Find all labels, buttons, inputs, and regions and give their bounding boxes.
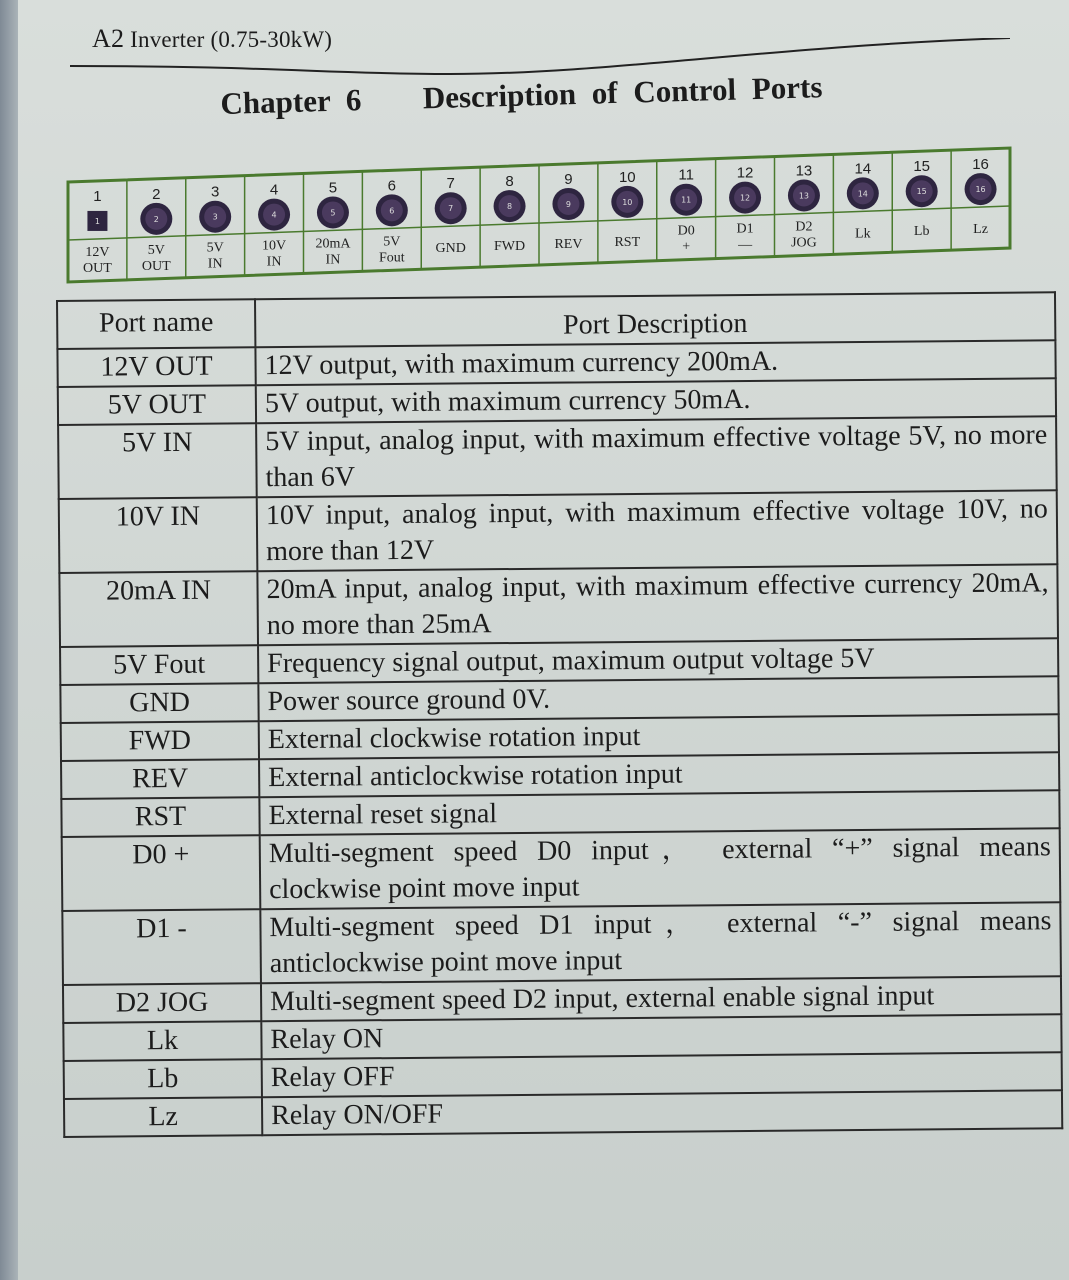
- page-edge: [0, 0, 18, 1280]
- table-row: [62, 902, 1061, 985]
- port-name-cell: GND: [60, 683, 258, 723]
- port-name-cell: REV: [61, 759, 259, 799]
- port-description-cell: Power source ground 0V.: [258, 676, 1058, 721]
- terminal-label: GND: [435, 241, 466, 257]
- port-description-cell: Multi-segment speed D2 input, external enable signal input: [261, 976, 1061, 1021]
- terminal-5: [315, 179, 351, 267]
- terminal-block-svg: [60, 140, 1020, 290]
- terminal-16: [965, 156, 997, 237]
- terminal-11: [670, 167, 702, 255]
- terminal-14: [847, 160, 879, 241]
- port-name-cell: D1 -: [62, 909, 261, 985]
- port-name-cell: 5V Fout: [60, 645, 258, 685]
- table-row: [58, 416, 1057, 499]
- terminal-label: Lb: [913, 224, 930, 240]
- terminal-number: 16: [972, 156, 989, 174]
- terminal-number: 15: [913, 158, 931, 176]
- terminal-1: [83, 188, 112, 276]
- terminal-7: [435, 175, 467, 256]
- port-description-cell: External reset signal: [259, 790, 1059, 835]
- terminal-label: Fout: [378, 250, 405, 266]
- terminal-number: 13: [795, 162, 813, 180]
- terminal-label: IN: [207, 256, 223, 272]
- terminal-12: [729, 165, 761, 253]
- port-name-cell: RST: [61, 797, 259, 837]
- port-description-cell: 20mA input, analog input, with maximum effective currency 20mA, no more than 25mA: [257, 564, 1058, 645]
- chapter-title: Description of Control Ports: [422, 69, 823, 116]
- terminal-label: 12V: [85, 244, 110, 260]
- terminal-pin-number: 4: [271, 210, 277, 220]
- terminal-number: 3: [211, 183, 220, 201]
- terminal-label: FWD: [494, 239, 526, 255]
- port-table: [56, 291, 1063, 1138]
- terminal-pin-number: 10: [622, 197, 633, 207]
- terminal-label: Lz: [973, 222, 988, 238]
- terminal-15: [906, 158, 938, 239]
- terminal-number: 6: [387, 177, 396, 195]
- port-description-cell: External clockwise rotation input: [259, 714, 1059, 759]
- terminal-4: [258, 182, 290, 270]
- terminal-label: 5V: [383, 234, 401, 250]
- terminal-pin-number: 5: [330, 208, 336, 218]
- table-header-row: [57, 292, 1055, 349]
- port-name-cell: Lz: [64, 1097, 262, 1137]
- terminal-pin-number: 11: [681, 195, 692, 205]
- terminal-label: JOG: [791, 235, 817, 251]
- terminal-number: 14: [854, 160, 872, 178]
- port-table-wrap: [56, 291, 1069, 1270]
- port-description-cell: External anticlockwise rotation input: [259, 752, 1059, 797]
- terminal-number: 8: [505, 173, 514, 191]
- terminal-number: 4: [269, 181, 279, 199]
- port-description-cell: Relay ON/OFF: [262, 1090, 1062, 1135]
- terminal-6: [376, 177, 408, 265]
- port-name-cell: D2 JOG: [63, 983, 261, 1023]
- header-port-name: Port name: [57, 299, 255, 349]
- table-row: [59, 490, 1058, 573]
- terminal-number: 12: [736, 164, 754, 182]
- terminal-label: OUT: [141, 258, 171, 274]
- terminal-label: 10V: [262, 238, 287, 254]
- table-row: [59, 564, 1058, 647]
- table-body: [57, 340, 1062, 1137]
- terminal-9: [552, 171, 584, 252]
- port-name-cell: 5V IN: [58, 423, 257, 499]
- header-rule: [70, 38, 1010, 78]
- terminal-label: 5V: [147, 242, 165, 258]
- port-description-cell: Relay OFF: [262, 1052, 1062, 1097]
- header-port-description: Port Description: [255, 292, 1055, 347]
- port-name-cell: 12V OUT: [57, 347, 255, 387]
- terminal-label: REV: [554, 236, 583, 252]
- chapter-label: Chapter 6: [220, 82, 362, 121]
- terminal-pin-number: 7: [448, 204, 454, 214]
- header-model: A2: [92, 24, 125, 53]
- table-row: [64, 1090, 1062, 1137]
- table-row: [62, 828, 1061, 911]
- header-title: Inverter (0.75-30kW): [130, 27, 333, 52]
- terminal-number: 10: [618, 168, 636, 186]
- terminal-label: 20mA: [315, 236, 351, 252]
- port-description-cell: Multi-segment speed D0 input， external “+” signal means clockwise point move input: [260, 828, 1061, 909]
- port-description-cell: 12V output, with maximum currency 200mA.: [255, 340, 1055, 385]
- terminal-pin-number: 2: [153, 214, 159, 224]
- terminal-label: —: [738, 237, 753, 253]
- port-name-cell: 5V OUT: [58, 385, 256, 425]
- terminal-label: D2: [795, 219, 813, 235]
- terminal-pin-number: 3: [212, 212, 218, 222]
- terminal-number: 2: [152, 185, 161, 203]
- terminal-13: [788, 162, 820, 250]
- terminal-10: [611, 169, 643, 250]
- port-name-cell: D0 +: [62, 835, 261, 911]
- terminal-label: D0: [677, 223, 695, 239]
- terminal-label: IN: [325, 252, 341, 268]
- terminal-pin-number: 13: [798, 191, 810, 201]
- terminal-3: [199, 184, 231, 272]
- terminal-label: RST: [614, 234, 641, 250]
- port-description-cell: 5V output, with maximum currency 50mA.: [256, 378, 1056, 423]
- terminal-label: Lk: [855, 226, 871, 242]
- terminal-label: IN: [266, 254, 282, 270]
- terminal-pin-number: 15: [916, 187, 927, 197]
- port-description-cell: Frequency signal output, maximum output voltage 5V: [258, 638, 1058, 683]
- port-description-cell: 5V input, analog input, with maximum effective voltage 5V, no more than 6V: [256, 416, 1057, 497]
- terminal-number: 9: [564, 170, 573, 188]
- terminal-number: 7: [446, 175, 455, 193]
- terminal-label: 5V: [206, 240, 224, 256]
- terminal-pin-number: 9: [565, 199, 571, 209]
- port-name-cell: 10V IN: [59, 497, 258, 573]
- terminal-pin-number: 16: [975, 185, 986, 195]
- port-description-cell: 10V input, analog input, with maximum effective voltage 10V, no more than 12V: [257, 490, 1058, 571]
- terminal-pin-number: 6: [389, 206, 395, 216]
- port-description-cell: Multi-segment speed D1 input， external “-” signal means anticlockwise point move input: [260, 902, 1061, 983]
- terminal-pin-number: 1: [94, 216, 100, 226]
- terminal-number: 5: [328, 179, 338, 197]
- port-name-cell: Lb: [64, 1059, 262, 1099]
- terminal-pin-number: 8: [507, 202, 513, 212]
- port-name-cell: FWD: [61, 721, 259, 761]
- terminal-label: +: [682, 239, 691, 255]
- terminal-label: D1: [736, 221, 754, 237]
- terminal-block-diagram: [60, 140, 1020, 290]
- terminal-8: [494, 173, 526, 254]
- terminal-pin-number: 12: [739, 193, 751, 203]
- port-description-cell: Relay ON: [261, 1014, 1061, 1059]
- port-name-cell: 20mA IN: [59, 571, 258, 647]
- terminal-label: OUT: [83, 260, 112, 276]
- terminal-number: 11: [678, 166, 694, 184]
- terminal-pin-number: 14: [857, 189, 868, 199]
- terminal-2: [140, 186, 172, 274]
- port-name-cell: Lk: [63, 1021, 261, 1061]
- terminal-number: 1: [93, 187, 102, 205]
